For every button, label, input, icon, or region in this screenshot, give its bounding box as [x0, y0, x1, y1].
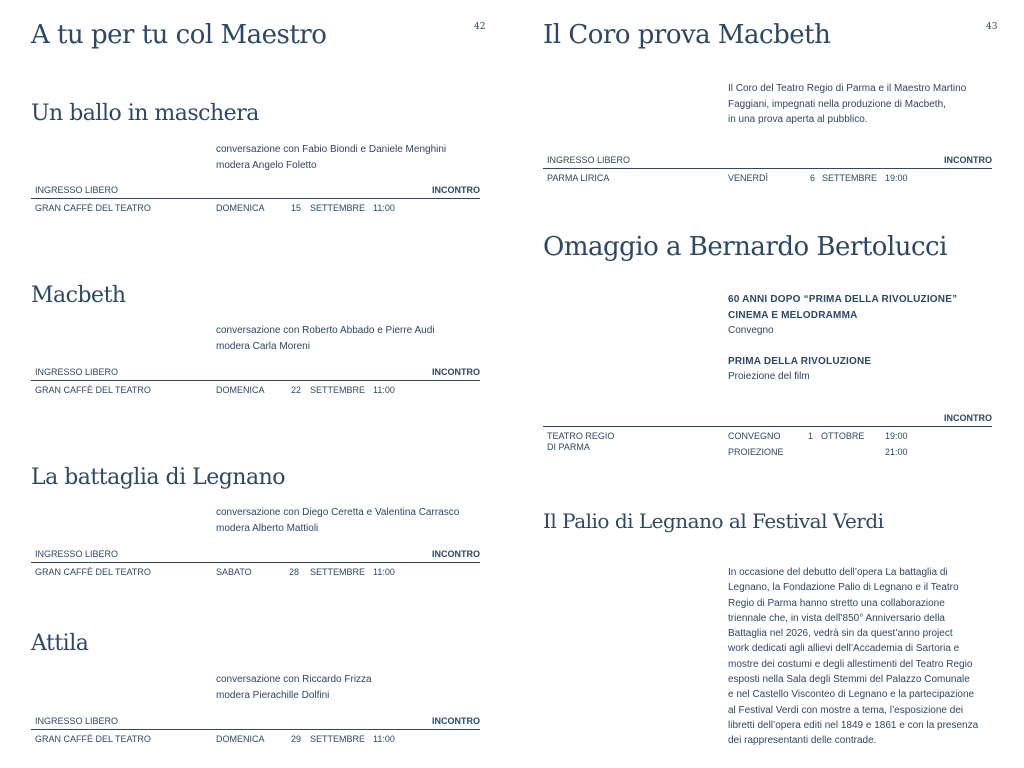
entry-label: INGRESSO LIBERO	[35, 716, 119, 726]
coro-description: Il Coro del Teatro Regio di Parma e il Maestro Martino Faggiani, impegnati nella produzione di Macbeth, in una prova aperta al pubblico.	[728, 83, 967, 125]
event-venue: PARMA LIRICA	[547, 173, 610, 183]
bertolucci-description: 60 ANNI DOPO “PRIMA DELLA RIVOLUZIONE” CINEMA E MELODRAMMA Convegno PRIMA DELLA RIVOLUZIONE Proiezione del film	[728, 294, 958, 382]
event-type: INCONTRO	[432, 549, 480, 559]
event-info-table	[31, 184, 480, 215]
event-date: 15	[291, 203, 302, 213]
event-venue: GRAN CAFFÈ DEL TEATRO	[35, 567, 151, 577]
event-label: PROIEZIONE	[728, 447, 784, 457]
event-day: SABATO	[216, 567, 252, 577]
section-title: Omaggio a Bernardo Bertolucci	[543, 232, 947, 262]
coro-info-table	[543, 154, 992, 185]
event-time: 19:00	[885, 173, 908, 183]
event-description	[216, 142, 446, 173]
event-schedule-row	[31, 563, 480, 579]
event-title: La battaglia di Legnano	[31, 465, 286, 490]
event-speakers: conversazione con Fabio Biondi e Daniele Menghini	[216, 144, 447, 155]
event-time: 11:00	[373, 734, 395, 744]
palio-description: In occasione del debutto dell’opera La battaglia di Legnano, la Fondazione Palio di Legnano e il Teatro Regio di Parma hanno stretto una collaborazione triennale che, in vista dell’850° Anniversario della Battaglia nel 2026, vedrà sin da quest’anno project work dedicati agli allievi dell’Accademia di Sartoria e mostre dei costumi e degli allestimenti del Teatro Regio esposti nella Sala degli Stemmi del Palazzo Comunale e nel Castello Visconteo di Legnano e la partecipazione al Festival Verdi con mostre a tema, l’esposizione dei libretti dell’opera editi nel 1849 e 1861 e con la presenza dei rappresentanti delle contrade.	[728, 567, 979, 747]
event-date: 28	[289, 567, 300, 577]
event-month: SETTEMBRE	[310, 734, 366, 744]
event-date: 29	[291, 734, 302, 744]
event-description	[216, 323, 434, 354]
page-number: 42	[474, 22, 486, 32]
event-speakers: conversazione con Diego Ceretta e Valentina Carrasco	[216, 507, 460, 518]
event-moderator: modera Pierachille Dolfini	[216, 689, 330, 701]
event-date: 22	[291, 385, 302, 395]
right-page	[512, 0, 1024, 768]
event-time: 11:00	[373, 567, 395, 577]
event-schedule-row	[543, 169, 992, 185]
event-info-table	[31, 548, 480, 579]
event-day: DOMENICA	[216, 385, 265, 395]
event-time: 21:00	[885, 447, 908, 457]
event-type: INCONTRO	[944, 155, 992, 165]
event-month: OTTOBRE	[821, 431, 865, 441]
page-number: 43	[986, 22, 998, 32]
event-info-table	[31, 366, 480, 397]
event-month: SETTEMBRE	[310, 385, 366, 395]
entry-label: INGRESSO LIBERO	[35, 185, 119, 195]
event-title: Un ballo in maschera	[31, 101, 259, 126]
event-moderator: modera Carla Moreni	[216, 340, 310, 352]
event-month: SETTEMBRE	[310, 203, 366, 213]
event-time: 19:00	[885, 431, 908, 441]
entry-label: INGRESSO LIBERO	[35, 367, 119, 377]
event-type: INCONTRO	[432, 716, 480, 726]
event-info-table	[31, 715, 480, 746]
section-title: Il Coro prova Macbeth	[543, 20, 831, 50]
page-title: A tu per tu col Maestro	[31, 20, 327, 50]
entry-label: INGRESSO LIBERO	[35, 549, 119, 559]
event-venue: TEATRO REGIO	[547, 431, 615, 441]
event-type: INCONTRO	[944, 413, 992, 423]
bertolucci-info-table	[543, 412, 992, 459]
event-title: Macbeth	[31, 283, 126, 308]
event-title: Attila	[31, 631, 89, 656]
event-venue: GRAN CAFFÈ DEL TEATRO	[35, 385, 151, 395]
event-month: SETTEMBRE	[310, 567, 366, 577]
event-description	[216, 672, 372, 703]
event-month: SETTEMBRE	[822, 173, 878, 183]
event-type: INCONTRO	[432, 185, 480, 195]
event-moderator: modera Alberto Mattioli	[216, 522, 319, 534]
event-day: VENERDÌ	[728, 173, 769, 183]
entry-label: INGRESSO LIBERO	[547, 155, 631, 165]
event-schedule-row	[31, 730, 480, 746]
event-day: DOMENICA	[216, 734, 265, 744]
event-speakers: conversazione con Riccardo Frizza	[216, 674, 372, 685]
event-date: 6	[810, 173, 816, 183]
event-venue: GRAN CAFFÈ DEL TEATRO	[35, 203, 151, 213]
event-venue-line2: DI PARMA	[547, 442, 590, 452]
event-speakers: conversazione con Roberto Abbado e Pierre Audi	[216, 325, 435, 336]
event-day: DOMENICA	[216, 203, 265, 213]
event-moderator: modera Angelo Foletto	[216, 159, 317, 171]
section-title: Il Palio di Legnano al Festival Verdi	[543, 509, 884, 533]
event-type: INCONTRO	[432, 367, 480, 377]
event-schedule-row	[31, 381, 480, 397]
event-schedule-row	[31, 199, 480, 215]
event-label: CONVEGNO	[728, 431, 781, 441]
event-description	[216, 505, 459, 536]
event-venue: GRAN CAFFÈ DEL TEATRO	[35, 734, 151, 744]
event-date: 1	[808, 431, 814, 441]
event-time: 11:00	[373, 203, 395, 213]
event-time: 11:00	[373, 385, 395, 395]
event-schedule-row	[543, 443, 992, 459]
